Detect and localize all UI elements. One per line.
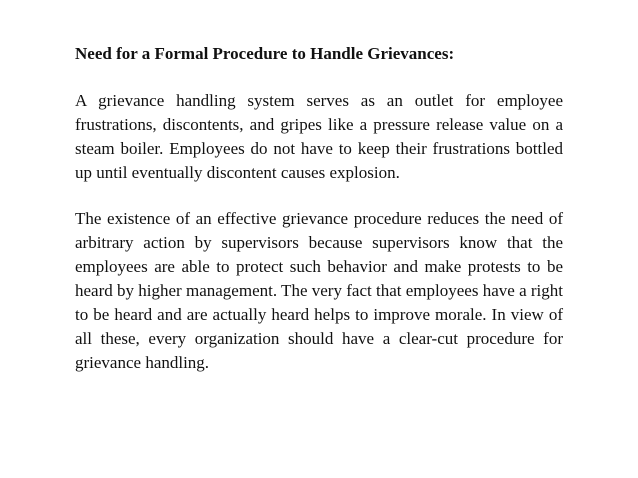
paragraph-grievance-system: A grievance handling system serves as an outlet for employee frustrations, discontents, and gripes like a pressure release value on a steam boiler. Employees do not have to keep their frustrations bottled up until eventually discontent causes explosion. <box>75 91 563 182</box>
document-body <box>75 42 563 375</box>
paragraph-grievance-procedure: The existence of an effective grievance procedure reduces the need of arbitrary action by supervisors because supervisors know that the employees are able to protect such behavior and make protests to be heard by higher management. The very fact that employees have a right to be heard and are actually heard helps to improve morale. In view of all these, every organization should have a clear-cut procedure for grievance handling. <box>75 209 563 372</box>
document-heading: Need for a Formal Procedure to Handle Grievances: <box>75 44 455 63</box>
